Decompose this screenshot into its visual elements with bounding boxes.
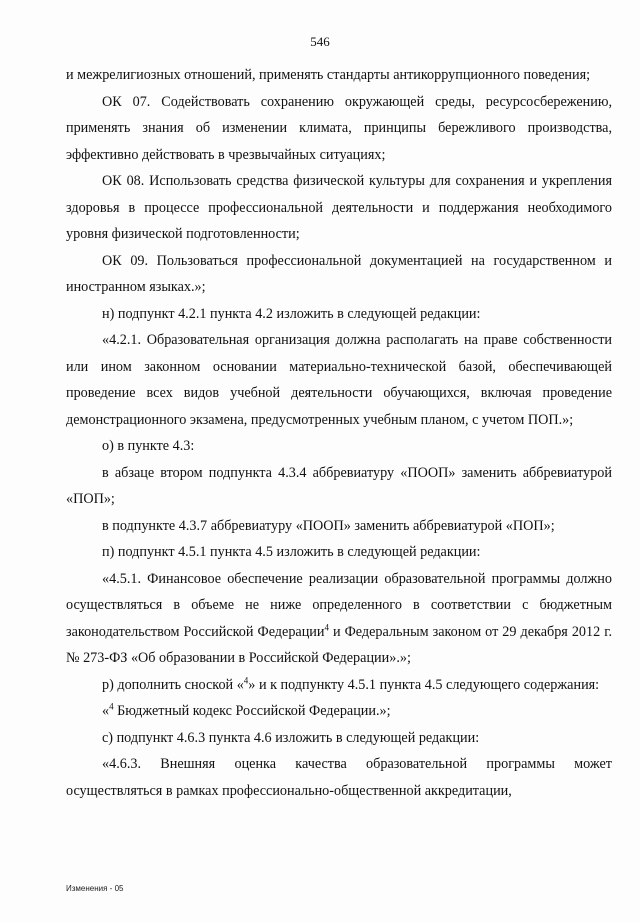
paragraph-4-2-1: «4.2.1. Образовательная организация должна располагать на праве собственности или ином законном основании материально-технической базой, обеспечивающей проведение всех видов учебной деятельности обучающихся, включая проведение демонстрационного экзамена, предусмотренных учебным планом, с учетом ПОП.»; [66, 332, 612, 428]
paragraph-ok08: ОК 08. Использовать средства физической культуры для сохранения и укрепления здоровья в процессе профессиональной деятельности и поддержания необходимого уровня физической подготовленности; [66, 173, 612, 242]
document-body [66, 62, 612, 804]
paragraph-item-o: о) в пункте 4.3: [102, 438, 195, 454]
footnote-text-a: « [102, 703, 110, 719]
paragraph-ok07: ОК 07. Содействовать сохранению окружающей среды, ресурсосбережению, применять знания об изменении климата, принципы бережливого производства, эффективно действовать в чрезвычайных ситуациях; [66, 93, 612, 163]
paragraph-item-n: н) подпункт 4.2.1 пункта 4.2 изложить в следующей редакции: [102, 305, 481, 322]
paragraph-item-r [66, 672, 612, 699]
paragraph-item-p: п) подпункт 4.5.1 пункта 4.5 изложить в следующей редакции: [102, 544, 481, 560]
paragraph-4-3-7: в подпункте 4.3.7 аббревиатуру «ПООП» заменить аббревиатурой «ПОП»; [102, 517, 555, 534]
paragraph-4-5-1-text-b: и Федеральным законом от 29 декабря 2012 г. № 273-ФЗ «Об образовании в Российской Федерации».»; [66, 623, 612, 666]
page-footer: Изменения - 05 [66, 884, 124, 893]
paragraph-4-6-3: «4.6.3. Внешняя оценка качества образовательной программы может осуществляться в рамках профессионально-общественной аккредитации, [66, 756, 612, 799]
paragraph-footnote-text [66, 698, 612, 725]
paragraph-item-r-text-b: » и к подпункту 4.5.1 пункта 4.5 следующего содержания: [248, 676, 600, 693]
footnote-text-b: Бюджетный кодекс Российской Федерации.»; [113, 703, 391, 719]
footnote-marker: 4 [324, 621, 329, 632]
paragraph-4-3-4: в абзаце втором подпункта 4.3.4 аббревиатуру «ПООП» заменить аббревиатурой «ПОП»; [66, 464, 612, 507]
paragraph-1: и межрелигиозных отношений, применять стандарты антикоррупционного поведения; [66, 67, 591, 83]
paragraph-4-5-1 [66, 566, 612, 672]
footnote-marker: 4 [109, 701, 114, 712]
paragraph-item-s: с) подпункт 4.6.3 пункта 4.6 изложить в следующей редакции: [102, 729, 480, 746]
paragraph-item-r-text-a: р) дополнить сноской « [102, 676, 244, 693]
footnote-marker: 4 [243, 674, 249, 685]
page-number: 546 [310, 34, 330, 49]
paragraph-ok09: ОК 09. Пользоваться профессиональной документацией на государственном и иностранном языках.»; [66, 252, 612, 295]
paragraph-4-5-1-text-a: «4.5.1. Финансовое обеспечение реализации образовательной программы должно осуществляться в объеме не ниже определенного в соответствии с бюджетным законодательством Российской Федерации [66, 570, 612, 640]
